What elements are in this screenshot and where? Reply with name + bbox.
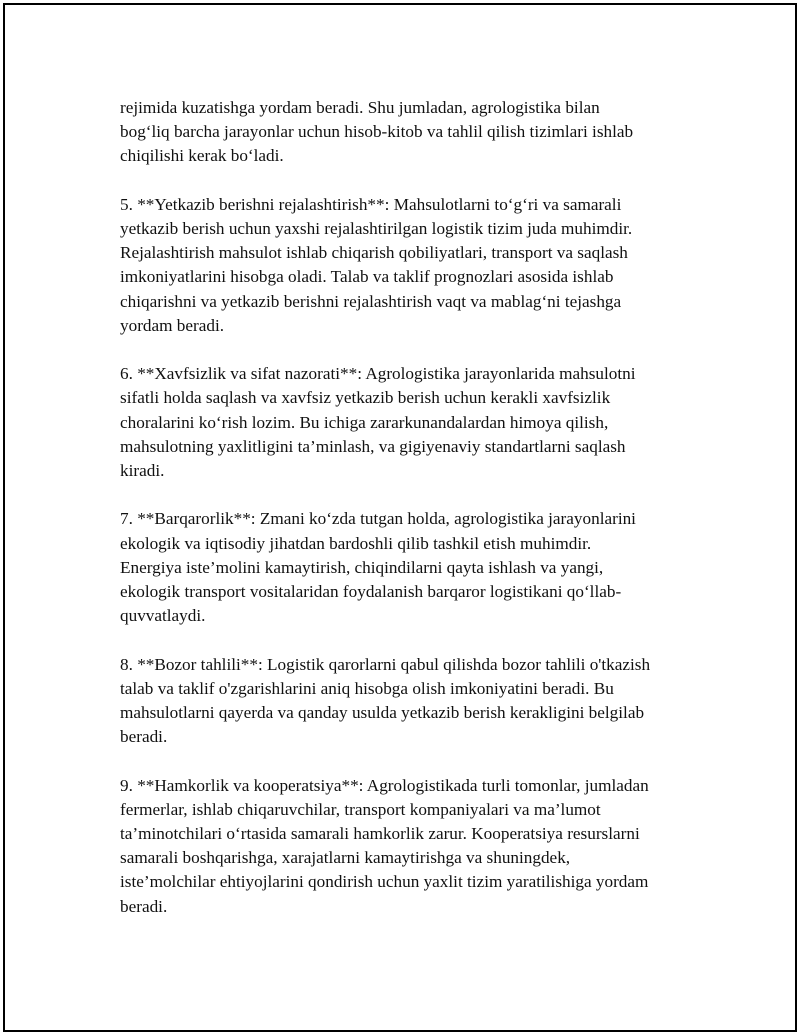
paragraph-sustainability: 7. **Barqarorlik**: Zmani ko‘zda tutgan holda, agrologistika jarayonlarini ekologik va iqtisodiy jihatdan bardoshli qilib tashkil etish muhimdir. Energiya iste’molini kamaytirish, chiqindilarni qayta ishlash va yangi, ekologik transport vositalaridan foydalanish barqaror logistikani qo‘llab- quvvatlaydi.: [120, 509, 636, 626]
paragraph-safety-quality: 6. **Xavfsizlik va sifat nazorati**: Agrologistika jarayonlarida mahsulotni sifatli holda saqlash va xavfsiz yetkazib berish uchun kerakli xavfsizlik choralarini ko‘rish lozim. Bu ichiga zararkunandalardan himoya qilish, mahsulotning yaxlitligini ta’minlash, va gigiyenaviy standartlarni saqlash kiradi.: [120, 364, 636, 481]
page-frame: [3, 3, 797, 1032]
paragraph-cooperation: 9. **Hamkorlik va kooperatsiya**: Agrologistikada turli tomonlar, jumladan fermerlar, ishlab chiqaruvchilar, transport kompaniyalari va ma’lumot ta’minotchilari o‘rtasida samarali hamkorlik zarur. Kooperatsiya resurslarni samarali boshqarishga, xarajatlarni kamaytirishga va shuningdek, iste’molchilar ehtiyojlarini qondirish uchun yaxlit tizim yaratilishiga yordam beradi.: [120, 775, 649, 916]
paragraph-market-analysis: 8. **Bozor tahlili**: Logistik qarorlarni qabul qilishda bozor tahlili o'tkazish talab va taklif o'zgarishlarini aniq hisobga olish imkoniyatini beradi. Bu mahsulotlarni qayerda va qanday usulda yetkazib berish kerakligini belgilab beradi.: [120, 654, 651, 747]
document-body: [120, 96, 700, 943]
paragraph-continuation: rejimida kuzatishga yordam beradi. Shu jumladan, agrologistika bilan bog‘liq barcha jarayonlar uchun hisob-kitob va tahlil qilish tizimlari ishlab chiqilishi kerak bo‘ladi.: [120, 98, 634, 166]
paragraph-delivery-planning: 5. **Yetkazib berishni rejalashtirish**: Mahsulotlarni to‘g‘ri va samarali yetkazib berish uchun yaxshi rejalashtirilgan logistik tizim juda muhimdir. Rejalashtirish mahsulot ishlab chiqarish qobiliyatlari, transport va saqlash imkoniyatlarini hisobga oladi. Talab va taklif prognozlari asosida ishlab chiqarishni va yetkazib berishni rejalashtirish vaqt va mablag‘ni tejashga yordam beradi.: [120, 194, 633, 335]
